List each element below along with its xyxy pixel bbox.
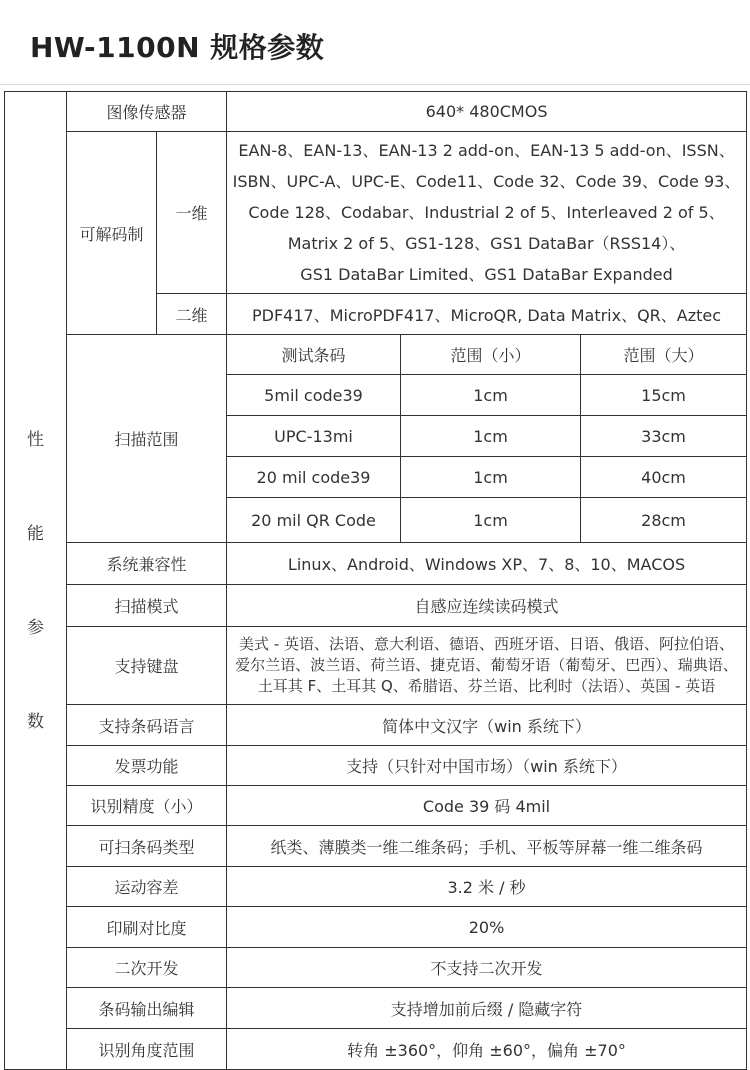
table-row: [5, 907, 747, 948]
group-char: 参: [27, 617, 44, 638]
scan-cell: 1cm: [401, 457, 581, 498]
row-label-motion: 运动容差: [67, 867, 227, 907]
row-label-language: 支持条码语言: [67, 705, 227, 746]
scan-cell: 33cm: [581, 416, 747, 457]
decode-1d-value: [227, 132, 747, 294]
table-row: [5, 92, 747, 132]
table-row: [5, 867, 747, 907]
table-row: [5, 543, 747, 585]
scan-cell: 1cm: [401, 375, 581, 416]
row-label-dev: 二次开发: [67, 948, 227, 988]
row-value-edit: 支持增加前后缀 / 隐藏字符: [227, 988, 747, 1029]
row-value-os: Linux、Android、Windows XP、7、8、10、MACOS: [227, 543, 747, 585]
keyboard-line: 爱尔兰语、波兰语、荷兰语、捷克语、葡萄牙语（葡萄牙、巴西）、瑞典语、: [235, 656, 738, 674]
row-label-types: 可扫条码类型: [67, 826, 227, 867]
group-char: 数: [27, 711, 44, 732]
row-label-keyboard: 支持键盘: [67, 627, 227, 705]
row-label-contrast: 印刷对比度: [67, 907, 227, 948]
page-title: HW-1100N 规格参数: [30, 31, 325, 64]
scan-cell: 15cm: [581, 375, 747, 416]
row-value-invoice: 支持（只针对中国市场）（win 系统下）: [227, 746, 747, 786]
table-row: [5, 705, 747, 746]
scan-cell: 20 mil code39: [227, 457, 401, 498]
row-label-precision: 识别精度（小）: [67, 786, 227, 826]
row-label-sensor: 图像传感器: [67, 92, 227, 132]
table-row: [5, 826, 747, 867]
table-row: [5, 988, 747, 1029]
row-value-language: 简体中文汉字（win 系统下）: [227, 705, 747, 746]
row-value-sensor: 640* 480CMOS: [227, 92, 747, 132]
group-char: 性: [27, 429, 44, 450]
row-label-invoice: 发票功能: [67, 746, 227, 786]
title-divider: [0, 84, 750, 85]
decode-1d-label: 一维: [157, 132, 227, 294]
row-value-types: 纸类、薄膜类一维二维条码；手机、平板等屏幕一维二维条码: [227, 826, 747, 867]
group-char: 能: [27, 523, 44, 544]
table-row: [5, 585, 747, 627]
scan-cell: 1cm: [401, 416, 581, 457]
row-value-dev: 不支持二次开发: [227, 948, 747, 988]
decode-1d-line: Code 128、Codabar、Industrial 2 of 5、Interleaved 2 of 5、: [248, 203, 725, 222]
table-row: [5, 627, 747, 705]
table-row: [5, 335, 747, 375]
decode-2d-value: PDF417、MicroPDF417、MicroQR, Data Matrix、QR、Aztec: [227, 294, 747, 335]
decode-2d-label: 二维: [157, 294, 227, 335]
row-label-os: 系统兼容性: [67, 543, 227, 585]
row-value-angle: 转角 ±360°，仰角 ±60°，偏角 ±70°: [227, 1029, 747, 1070]
scan-header-barcode: 测试条码: [227, 335, 401, 375]
table-row: [5, 1029, 747, 1070]
table-row: [5, 132, 747, 294]
scan-header-max: 范围（大）: [581, 335, 747, 375]
row-value-contrast: 20%: [227, 907, 747, 948]
row-value-precision: Code 39 码 4mil: [227, 786, 747, 826]
row-value-mode: 自感应连续读码模式: [227, 585, 747, 627]
group-label-performance: [5, 92, 67, 1070]
scan-cell: 1cm: [401, 498, 581, 543]
spec-table: [4, 91, 747, 1070]
decode-1d-line: Matrix 2 of 5、GS1-128、GS1 DataBar（RSS14）、: [287, 234, 686, 253]
row-label-scan-range: 扫描范围: [67, 335, 227, 543]
scan-cell: 20 mil QR Code: [227, 498, 401, 543]
row-label-angle: 识别角度范围: [67, 1029, 227, 1070]
scan-cell: UPC-13mi: [227, 416, 401, 457]
keyboard-line: 美式 - 英语、法语、意大利语、德语、西班牙语、日语、俄语、阿拉伯语、: [239, 635, 734, 653]
table-row: [5, 746, 747, 786]
decode-1d-line: EAN-8、EAN-13、EAN-13 2 add-on、EAN-13 5 add-on、ISSN、: [238, 141, 735, 160]
scan-cell: 28cm: [581, 498, 747, 543]
table-row: [5, 786, 747, 826]
row-label-mode: 扫描模式: [67, 585, 227, 627]
scan-cell: 5mil code39: [227, 375, 401, 416]
table-row: [5, 948, 747, 988]
scan-header-min: 范围（小）: [401, 335, 581, 375]
decode-1d-line: ISBN、UPC-A、UPC-E、Code11、Code 32、Code 39、Code 93、: [232, 172, 741, 191]
row-label-edit: 条码输出编辑: [67, 988, 227, 1029]
scan-cell: 40cm: [581, 457, 747, 498]
decode-1d-line: GS1 DataBar Limited、GS1 DataBar Expanded: [300, 265, 673, 284]
row-value-keyboard: [227, 627, 747, 705]
row-label-decode: 可解码制: [67, 132, 157, 335]
row-value-motion: 3.2 米 / 秒: [227, 867, 747, 907]
keyboard-line: 土耳其 F、土耳其 Q、希腊语、芬兰语、比利时（法语）、英国 - 英语: [257, 677, 716, 695]
